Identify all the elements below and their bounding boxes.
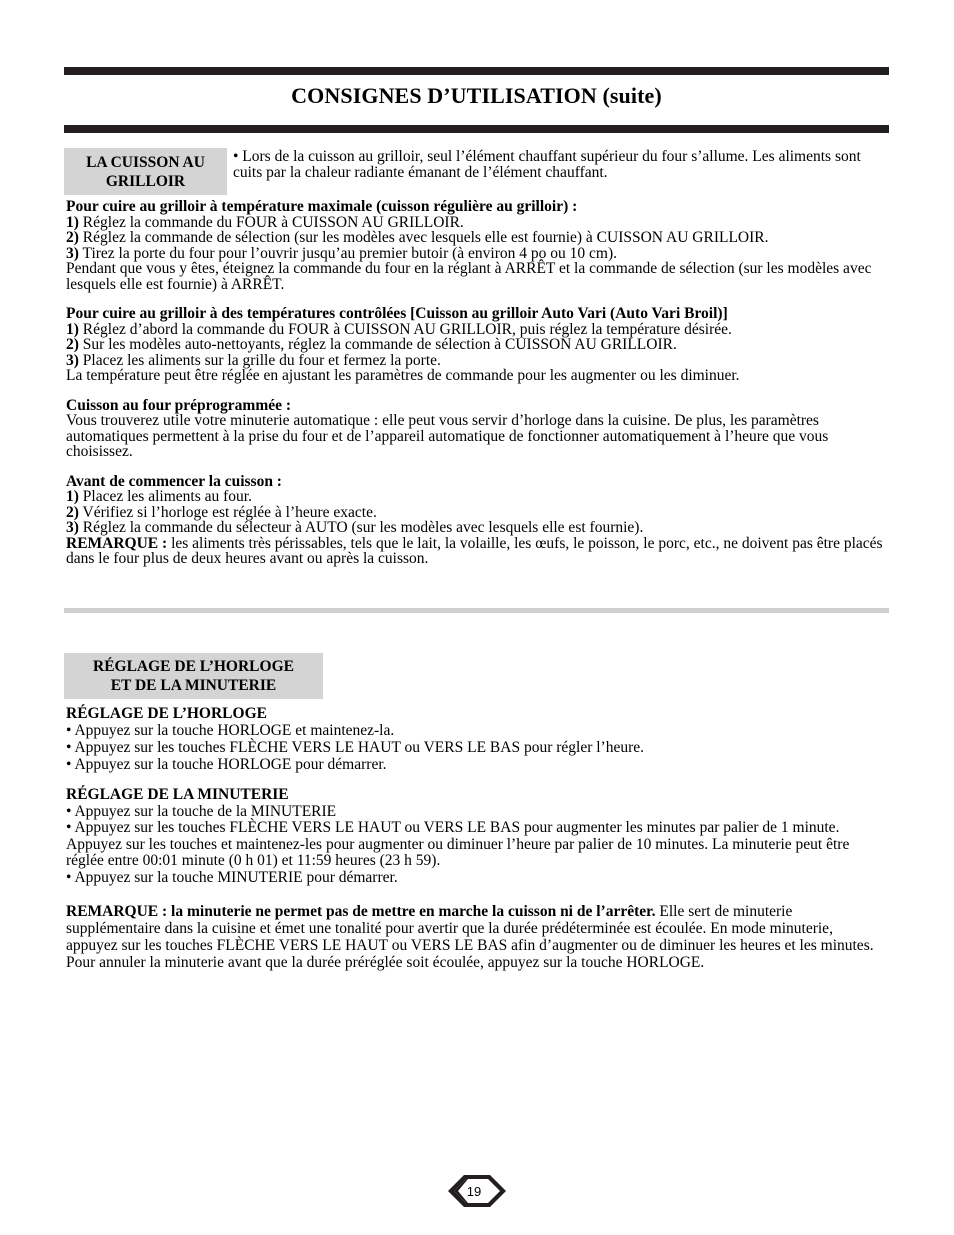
preprogrammed-heading: Cuisson au four préprogrammée :	[66, 396, 292, 414]
clock-label-line1: RÉGLAGE DE L’HORLOGE	[93, 658, 294, 675]
step-number: 1)	[66, 213, 79, 231]
step-text: Réglez la commande du FOUR à CUISSON AU GRILLOIR.	[78, 213, 464, 231]
top-rule	[64, 67, 889, 75]
step-number: 2)	[66, 229, 79, 246]
timer-heading: RÉGLAGE DE LA MINUTERIE	[66, 786, 289, 803]
max-step-2	[66, 230, 888, 246]
grill-intro: • Lors de la cuisson au grilloir, seul l’élément chauffant supérieur du four s’allume. Les aliments sont cuits par la chaleur radiante émanant de l’élément chauffant.	[233, 148, 861, 181]
grill-section-body	[66, 199, 888, 567]
step-text: Réglez la commande du sélecteur à AUTO (sur les modèles avec lesquels elle est fournie).	[78, 519, 644, 536]
step-number: 3)	[66, 519, 79, 536]
grill-label-line1: LA CUISSON AU	[86, 153, 205, 171]
step-text: Vérifiez si l’horloge est réglée à l’heure exacte.	[78, 503, 377, 521]
controlled-broil-note: La température peut être réglée en ajustant les paramètres de commande pour les augmenter ou les diminuer.	[66, 367, 740, 384]
max-broil-heading: Pour cuire au grilloir à température maximale (cuisson régulière au grilloir) :	[66, 198, 578, 215]
preprogrammed-text: Vous trouverez utile votre minuterie automatique : elle peut vous servir d’horloge dans la cuisine. De plus, les paramètres automatiques permettent à la prise du four et de l’appareil automatique de fonctionner automatiquement à l’heure que vous choisissez.	[66, 412, 829, 460]
remark-label: REMARQUE :	[66, 534, 168, 552]
max-broil-note: Pendant que vous y êtes, éteignez la commande du four en la réglant à ARRÊT et la commande de sélection (sur les modèles avec lesquels elle est fournie) à ARRÊT.	[66, 260, 872, 293]
remark-bold: REMARQUE : la minuterie ne permet pas de mettre en marche la cuisson ni de l’arrêter.	[66, 903, 656, 920]
step-number: 3)	[66, 244, 79, 262]
grill-remark	[66, 536, 888, 567]
clock-label-line2: ET DE LA MINUTERIE	[110, 677, 277, 694]
step-number: 1)	[66, 488, 79, 505]
timer-item-1: • Appuyez sur la touche de la MINUTERIE	[66, 802, 337, 820]
ctrl-step-3	[66, 353, 888, 369]
before-cooking-heading: Avant de commencer la cuisson :	[66, 472, 282, 490]
ctrl-step-2	[66, 337, 888, 353]
page-number-badge	[446, 1173, 508, 1209]
clock-item-3: • Appuyez sur la touche HORLOGE pour démarrer.	[66, 756, 387, 773]
clock-item-1: • Appuyez sur la touche HORLOGE et maintenez-la.	[66, 722, 395, 739]
clock-item-2: • Appuyez sur les touches FLÈCHE VERS LE HAUT ou VERS LE BAS pour régler l’heure.	[66, 739, 645, 756]
controlled-broil-heading: Pour cuire au grilloir à des températures contrôlées [Cuisson au grilloir Auto Vari (Auto Vari Broil)]	[66, 305, 728, 322]
max-step-1	[66, 215, 888, 231]
step-text: Placez les aliments au four.	[78, 488, 252, 505]
before-step-1	[66, 489, 888, 505]
step-text: Réglez la commande de sélection (sur les modèles avec lesquels elle est fournie) à CUISSON AU GRILLOIR.	[78, 229, 769, 246]
grill-section-label	[64, 148, 227, 195]
remark-text: Elle sert de minuterie supplémentaire dans la cuisine et émet une tonalité pour avertir que la durée prédéterminée est écoulée. En mode minuterie, appuyez sur les touches FLÈCHE VERS LE HAUT ou VERS LE BAS afin d’augmenter ou de diminuer les heures et les minutes. Pour annuler la minuterie avant que la durée préréglée soit écoulée, appuyez sur la touche HORLOGE.	[66, 903, 874, 971]
timer-remark	[66, 903, 888, 971]
step-text: Sur les modèles auto-nettoyants, réglez la commande de sélection à CUISSON AU GRILLOIR.	[78, 336, 677, 353]
timer-item-2: • Appuyez sur les touches FLÈCHE VERS LE HAUT ou VERS LE BAS pour augmenter les minutes par palier de 1 minute. Appuyez sur les touches et maintenez-les pour augmenter ou diminuer l’heure par palier de 10 minutes. La minuterie peut être réglée entre 00:01 minute (0 h 01) et 11:59 heures (23 h 59).	[66, 819, 850, 869]
clock-section-label	[64, 653, 323, 699]
before-step-2	[66, 505, 888, 521]
ctrl-step-1	[66, 322, 888, 338]
clock-heading: RÉGLAGE DE L’HORLOGE	[66, 705, 267, 722]
remark-text: les aliments très périssables, tels que le lait, la volaille, les œufs, le poisson, le porc, etc., ne doivent pas être placés dans le four plus de deux heures avant ou après la cuisson.	[66, 534, 883, 567]
step-text: Placez les aliments sur la grille du four et fermez la porte.	[78, 351, 441, 369]
step-number: 1)	[66, 320, 79, 338]
page-title: CONSIGNES D’UTILISATION (suite)	[291, 83, 662, 108]
timer-item-3: • Appuyez sur la touche MINUTERIE pour démarrer.	[66, 868, 398, 886]
step-number: 3)	[66, 351, 79, 369]
max-step-3	[66, 246, 888, 262]
before-step-3	[66, 520, 888, 536]
section-divider	[64, 608, 889, 613]
step-number: 2)	[66, 336, 79, 353]
step-text: Tirez la porte du four pour l’ouvrir jusqu’au premier butoir (à environ 4 po ou 10 cm).	[78, 244, 617, 262]
step-text: Réglez d’abord la commande du FOUR à CUISSON AU GRILLOIR, puis réglez la température désirée.	[78, 320, 732, 338]
clock-section-body	[66, 705, 888, 971]
grill-label-line2: GRILLOIR	[105, 172, 186, 190]
step-number: 2)	[66, 503, 79, 521]
title-bottom-rule	[64, 125, 889, 133]
page-number: 19	[466, 1183, 482, 1199]
